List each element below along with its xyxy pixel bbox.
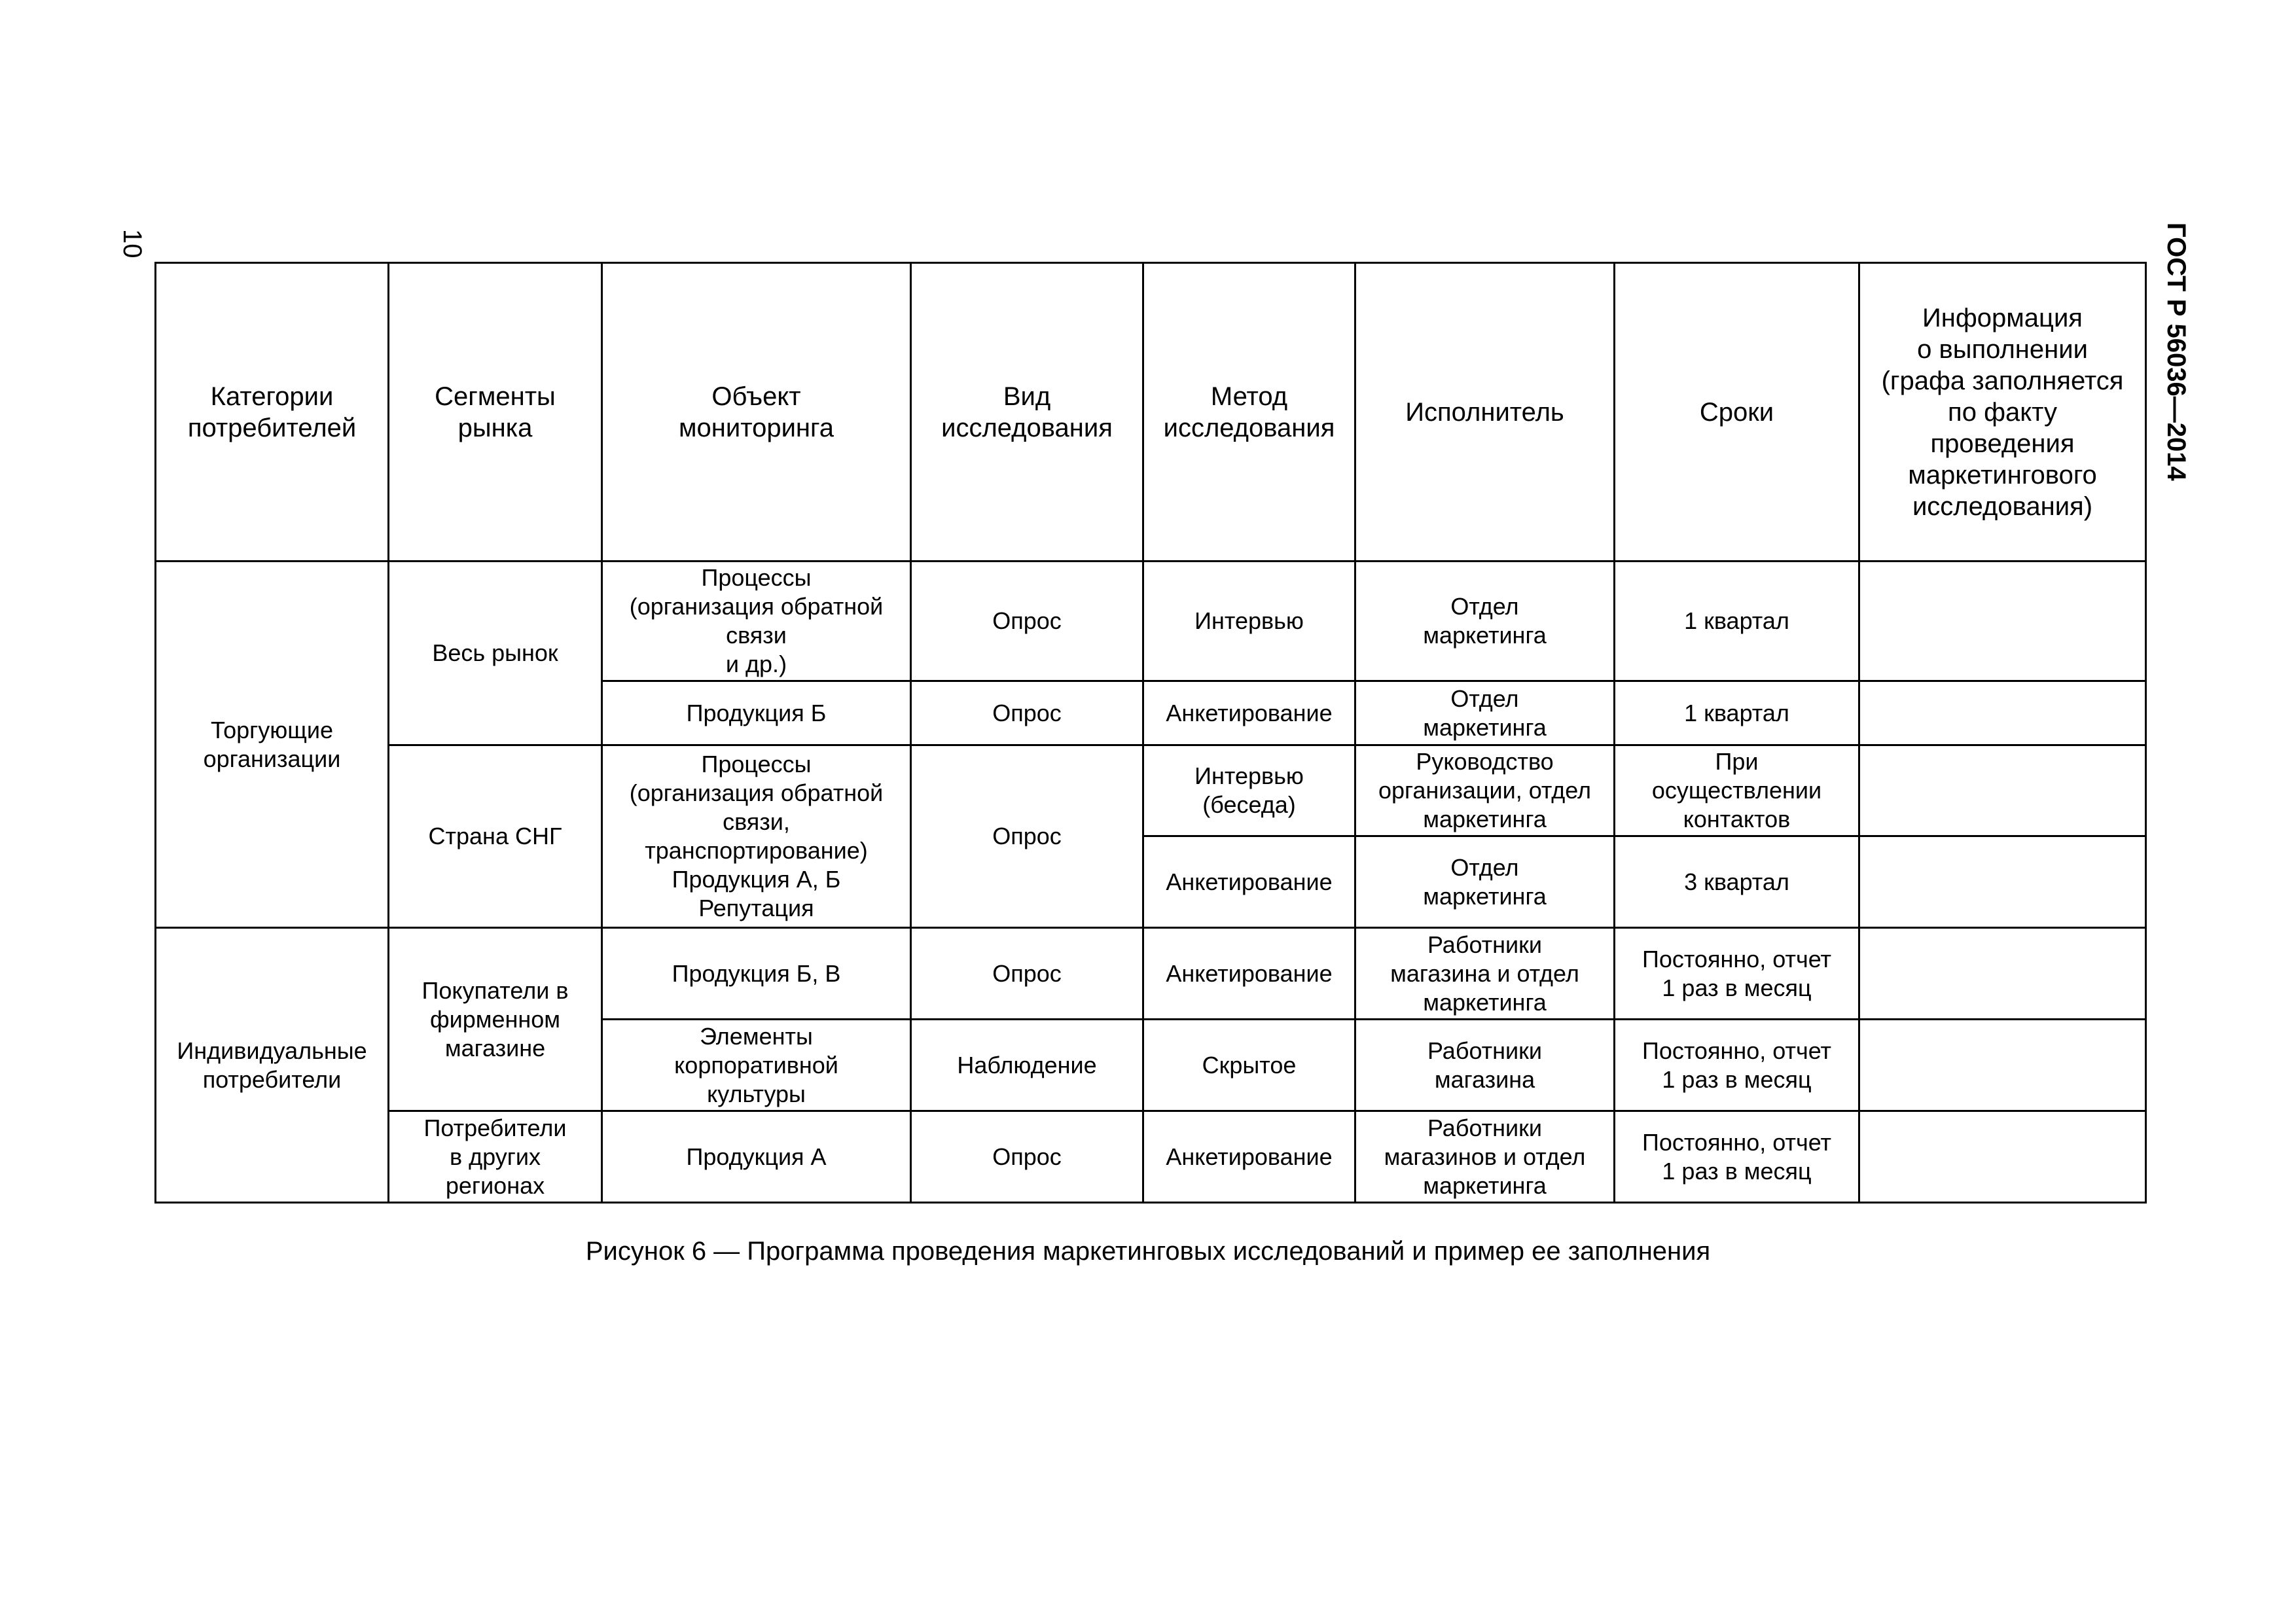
term-cell: 1 квартал [1615,681,1859,745]
info-cell [1859,1111,2146,1203]
term-cell: 3 квартал [1615,836,1859,928]
info-cell [1859,1020,2146,1111]
info-cell [1859,745,2146,836]
term-cell: Постоянно, отчет 1 раз в месяц [1615,1020,1859,1111]
method-cell: Анкетирование [1143,836,1355,928]
header-info: Информация о выполнении (графа заполняется по факту проведения маркетингового исследования) [1859,263,2146,562]
object-cell: Продукция А [602,1111,911,1203]
object-cell: Элементы корпоративной культуры [602,1020,911,1111]
term-cell: При осуществлении контактов [1615,745,1859,836]
segment-cell: Весь рынок [389,562,602,745]
table-row [156,562,2146,681]
method-cell: Скрытое [1143,1020,1355,1111]
method-cell: Анкетирование [1143,681,1355,745]
segment-cell: Потребители в других регионах [389,1111,602,1203]
executor-cell: Работники магазина [1355,1020,1615,1111]
category-cell: Индивидуальные потребители [156,928,389,1203]
executor-cell: Работники магазинов и отдел маркетинга [1355,1111,1615,1203]
term-cell: 1 квартал [1615,562,1859,681]
method-cell: Анкетирование [1143,928,1355,1020]
table-header-row [156,263,2146,562]
type-cell: Опрос [911,745,1143,928]
info-cell [1859,681,2146,745]
page-number: 10 [118,229,147,259]
type-cell: Опрос [911,681,1143,745]
executor-cell: Отдел маркетинга [1355,681,1615,745]
header-object: Объект мониторинга [602,263,911,562]
header-category: Категории потребителей [156,263,389,562]
term-cell: Постоянно, отчет 1 раз в месяц [1615,1111,1859,1203]
header-type: Вид исследования [911,263,1143,562]
method-cell: Анкетирование [1143,1111,1355,1203]
figure-caption: Рисунок 6 — Программа проведения маркетинговых исследований и пример ее заполнения [585,1237,1711,1266]
executor-cell: Работники магазина и отдел маркетинга [1355,928,1615,1020]
term-cell: Постоянно, отчет 1 раз в месяц [1615,928,1859,1020]
object-cell: Продукция Б, В [602,928,911,1020]
executor-cell: Руководство организации, отдел маркетинга [1355,745,1615,836]
table-row [156,1111,2146,1203]
type-cell: Опрос [911,562,1143,681]
method-cell: Интервью (беседа) [1143,745,1355,836]
header-segment: Сегменты рынка [389,263,602,562]
object-cell: Процессы (организация обратной связи, транспортирование) Продукция А, Б Репутация [602,745,911,928]
segment-cell: Покупатели в фирменном магазине [389,928,602,1111]
type-cell: Опрос [911,1111,1143,1203]
type-cell: Наблюдение [911,1020,1143,1111]
info-cell [1859,836,2146,928]
executor-cell: Отдел маркетинга [1355,562,1615,681]
segment-cell: Страна СНГ [389,745,602,928]
category-cell: Торгующие организации [156,562,389,928]
type-cell: Опрос [911,928,1143,1020]
info-cell [1859,928,2146,1020]
header-term: Сроки [1615,263,1859,562]
object-cell: Процессы (организация обратной связи и др.) [602,562,911,681]
table-row [156,928,2146,1020]
marketing-program-table [154,262,2147,1204]
table-row [156,745,2146,836]
header-method: Метод исследования [1143,263,1355,562]
method-cell: Интервью [1143,562,1355,681]
object-cell: Продукция Б [602,681,911,745]
document-code: ГОСТ Р 56036—2014 [2162,223,2191,481]
executor-cell: Отдел маркетинга [1355,836,1615,928]
header-executor: Исполнитель [1355,263,1615,562]
info-cell [1859,562,2146,681]
